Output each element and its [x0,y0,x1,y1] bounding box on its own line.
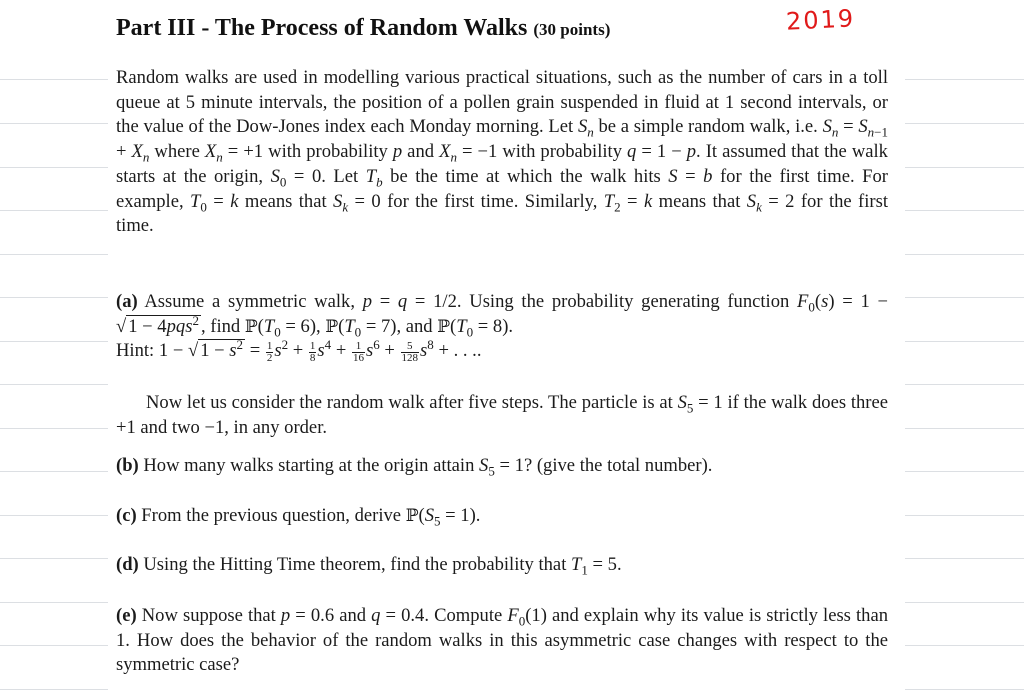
title-text: Part III - The Process of Random Walks [116,15,528,41]
question-e: (e) Now suppose that p = 0.6 and q = 0.4. Compute $F_0(1)$ and explain why its value is strictly less than 1. How does the behavior of the random walks in this asymmetric case changes with respect to the symmetric case? [116,605,889,676]
question-b-label: (b) [116,455,139,476]
question-a-label: (a) [116,291,138,312]
points-label: (30 points) [533,20,611,39]
intro-paragraph: Random walks are used in modelling various practical situations, such as the number of cars in a toll queue at 5 minute intervals, the position of a pollen grain suspended in fluid at 1 second intervals, or the value of the Dow-Jones index each Monday morning. Let $S_n$ be a simple random walk, i.e. $S_n = S_{n-1} + X_n$ where $X_n = +1$ with probability p and $X_n = -1$ with probability q = 1 − p. It assumed that the walk starts at the origin, $S_0 = 0$. Let $T_b$ be the time at which the walk hits S = b for the first time. For example, $T_0 = k$ means that $S_k = 0$ for the first time. Similarly, $T_2 = k$ means that $S_k = 2$ for the first time. [116,67,889,237]
handwritten-year-note: 2019 [785,4,856,36]
question-b: (b) How many walks starting at the origin attain $S_5 = 1$? (give the total number). [116,455,713,479]
question-c: (c) From the previous question, derive $ℙ(S_5 = 1)$. [116,505,481,529]
transition-paragraph: Now let us consider the random walk after five steps. The particle is at $S_5 = 1$ if the walk does three +1 and two −1, in any order. [116,392,889,438]
page-title [116,15,610,42]
question-c-label: (c) [116,505,137,526]
question-e-label: (e) [116,605,137,626]
hint-label: Hint: [116,340,159,362]
question-d: (d) Using the Hitting Time theorem, find the probability that $T_1 = 5$. [116,554,622,578]
question-a: (a) Assume a symmetric walk, p = q = 1/2. Using the probability generating function $F_0(s) = 1$ − √ 1 − 4pqs$^2$ , find $ℙ(T_0 = 6)$, $ℙ(T_0 = 7)$, and $ℙ(T_0 = 8)$. Hint: 1 − √ $1 - s^2$ = $\frac{1}{2}$ $s^2$ + $\frac{1}{8}$ $s^4$ + $\frac{1}{16}$ $s^6$ + $\frac{5}{128}$ $s^8$ + . . .. [116,291,888,364]
question-d-label: (d) [116,554,139,575]
